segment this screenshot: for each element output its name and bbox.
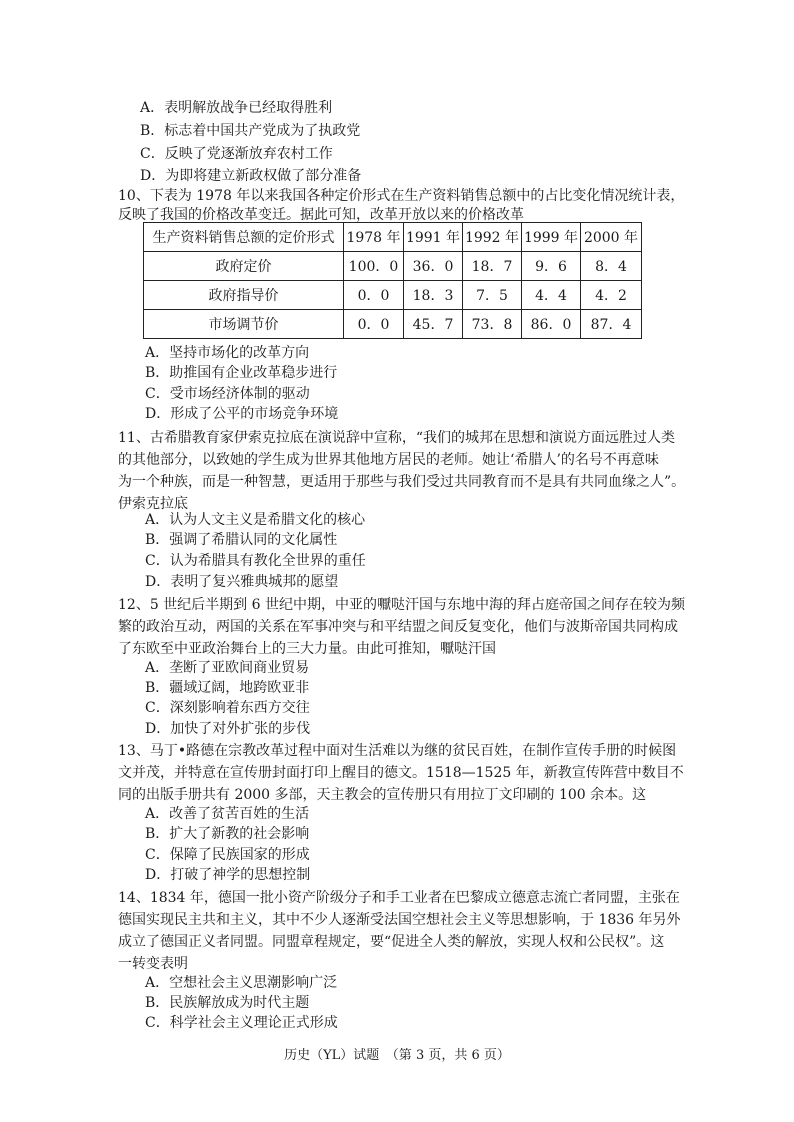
q14-option-c: C．科学社会主义理论正式形成 bbox=[145, 1015, 338, 1031]
page-footer: 历史（YL）试题 （第 3 页，共 6 页） bbox=[284, 1048, 510, 1063]
q11-stem-line-3: 为一个种族，而是一种智慧，更适用于那些与我们受过共同教育而不是具有共同血缘之人”。 bbox=[118, 474, 686, 490]
q13-stem-line-2: 文并茂，并特意在宣传册封面打印上醒目的德文。1518—1525 年，新教宣传阵营中数目不 bbox=[118, 765, 684, 781]
table-cell: 政府指导价 bbox=[144, 281, 344, 310]
table-header-cell: 1999 年 bbox=[522, 223, 581, 252]
table-cell: 4．2 bbox=[581, 281, 642, 310]
table-cell: 8．4 bbox=[581, 252, 642, 281]
q11-stem-line-2: 的其他部分，以致她的学生成为世界其他地方居民的老师。她让‘希腊人’的名号不再意味 bbox=[118, 452, 659, 468]
table-cell: 0．0 bbox=[344, 310, 404, 339]
table-row bbox=[144, 310, 642, 339]
q10-stem-line-1: 10、下表为 1978 年以来我国各种定价形式在生产资料销售总额中的占比变化情况统计表， bbox=[118, 188, 685, 204]
table-cell: 86．0 bbox=[522, 310, 581, 339]
pricing-table bbox=[143, 222, 642, 339]
q10-option-b: B．助推国有企业改革稳步进行 bbox=[145, 365, 338, 381]
q10-stem-line-2: 反映了我国的价格改革变迁。据此可知，改革开放以来的价格改革 bbox=[118, 207, 524, 223]
q14-stem-line-4: 一转变表明 bbox=[118, 956, 188, 972]
table-cell: 73．8 bbox=[463, 310, 522, 339]
table-header-cell: 1992 年 bbox=[463, 223, 522, 252]
q11-option-d: D．表明了复兴雅典城邦的愿望 bbox=[145, 574, 339, 590]
q14-option-a: A．空想社会主义思潮影响广泛 bbox=[145, 975, 338, 991]
q11-option-c: C．认为希腊具有教化全世界的重任 bbox=[145, 553, 366, 569]
q14-stem-line-3: 成立了德国正义者同盟。同盟章程规定，要“促进全人类的解放，实现人权和公民权”。这 bbox=[118, 934, 665, 950]
q12-stem-line-2: 繁的政治互动，两国的关系在军事冲突与和平结盟之间反复变化，他们与波斯帝国共同构成 bbox=[118, 619, 678, 635]
table-cell: 87．4 bbox=[581, 310, 642, 339]
q12-stem-line-1: 12、5 世纪后半期到 6 世纪中期，中亚的嚈哒汗国与东地中海的拜占庭帝国之间存在较为频 bbox=[118, 597, 685, 613]
q13-option-a: A．改善了贫苦百姓的生活 bbox=[145, 806, 310, 822]
q11-option-b: B．强调了希腊认同的文化属性 bbox=[145, 532, 338, 548]
table-header-cell: 2000 年 bbox=[581, 223, 642, 252]
q12-option-b: B．疆域辽阔，地跨欧亚非 bbox=[145, 680, 310, 696]
q13-option-c: C．保障了民族国家的形成 bbox=[145, 847, 310, 863]
table-cell: 100．0 bbox=[344, 252, 404, 281]
table-header-row bbox=[144, 223, 642, 252]
q13-stem-line-1: 13、马丁•路德在宗教改革过程中面对生活难以为继的贫民百姓，在制作宣传手册的时候图 bbox=[118, 743, 677, 759]
q12-option-c: C．深刻影响着东西方交往 bbox=[145, 700, 310, 716]
table-cell: 36．0 bbox=[404, 252, 463, 281]
q14-option-b: B．民族解放成为时代主题 bbox=[145, 995, 310, 1011]
q11-option-a: A．认为人文主义是希腊文化的核心 bbox=[145, 512, 366, 528]
q10-option-d: D．形成了公平的市场竞争环境 bbox=[145, 406, 339, 422]
table-cell: 18．7 bbox=[463, 252, 522, 281]
q13-option-b: B．扩大了新教的社会影响 bbox=[145, 826, 310, 842]
table-row bbox=[144, 252, 642, 281]
table-header-cell: 1991 年 bbox=[404, 223, 463, 252]
prev-option-c: C．反映了党逐渐放弃农村工作 bbox=[140, 146, 333, 162]
q11-stem-line-1: 11、古希腊教育家伊索克拉底在演说辞中宣称，“我们的城邦在思想和演说方面远胜过人类 bbox=[118, 430, 675, 446]
table-cell: 0．0 bbox=[344, 281, 404, 310]
table-header-cell: 生产资料销售总额的定价形式 bbox=[144, 223, 344, 252]
q12-option-d: D．加快了对外扩张的步伐 bbox=[145, 721, 311, 737]
table-header-cell: 1978 年 bbox=[344, 223, 404, 252]
prev-option-a: A．表明解放战争已经取得胜利 bbox=[140, 100, 333, 116]
table-cell: 4．4 bbox=[522, 281, 581, 310]
q12-stem-line-3: 了东欧至中亚政治舞台上的三大力量。由此可推知，嚈哒汗国 bbox=[118, 641, 496, 657]
q13-stem-line-3: 同的出版手册共有 2000 多部，天主教会的宣传册只有用拉丁文印刷的 100 余本。这 bbox=[118, 787, 647, 803]
table-cell: 市场调节价 bbox=[144, 310, 344, 339]
q12-option-a: A．垄断了亚欧间商业贸易 bbox=[145, 660, 310, 676]
table-cell: 18．3 bbox=[404, 281, 463, 310]
prev-option-d: D．为即将建立新政权做了部分准备 bbox=[140, 168, 362, 184]
prev-option-b: B．标志着中国共产党成为了执政党 bbox=[140, 123, 361, 139]
table-cell: 45．7 bbox=[404, 310, 463, 339]
table-row bbox=[144, 281, 642, 310]
q11-stem-line-4: 伊索克拉底 bbox=[118, 496, 188, 512]
table-cell: 7．5 bbox=[463, 281, 522, 310]
table-cell: 9．6 bbox=[522, 252, 581, 281]
q14-stem-line-1: 14、1834 年，德国一批小资产阶级分子和手工业者在巴黎成立德意志流亡者同盟，主张在 bbox=[118, 890, 680, 906]
table-cell: 政府定价 bbox=[144, 252, 344, 281]
q14-stem-line-2: 德国实现民主共和主义，其中不少人逐渐受法国空想社会主义等思想影响，于 1836 年另外 bbox=[118, 912, 681, 928]
q10-option-c: C．受市场经济体制的驱动 bbox=[145, 386, 310, 402]
q13-option-d: D．打破了神学的思想控制 bbox=[145, 867, 311, 883]
q10-option-a: A．坚持市场化的改革方向 bbox=[145, 345, 310, 361]
